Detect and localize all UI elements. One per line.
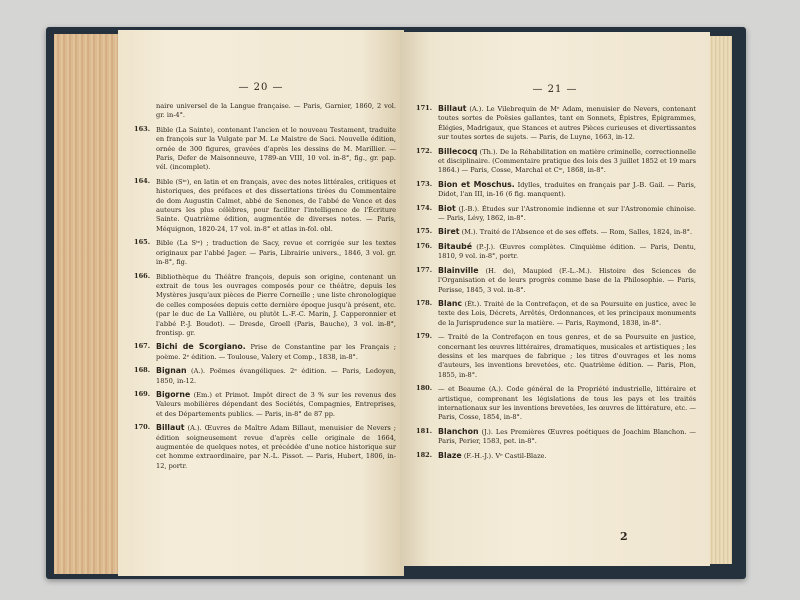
- continuation-text: naire universel de la Langue française. — Paris, Garnier, 1860, 2 vol. gr. in-4°.: [156, 102, 396, 120]
- catalog-entry: [134, 390, 396, 419]
- entry-text: Bibliothèque du Théâtre françois, depuis son origine, contenant un extrait de tous les ouvrages composés pour ce théâtre, depuis les Mystères jusqu'aux pièces de Pierre Corneille ; une liste chronologique de celles composées depuis cette dernière époque jusqu'à présent, etc. (par le duc de La Vallière, ou plutôt L.-F.-C. Marin, J. Capperonnier et l'abbé P.-J. Boudot). — Dresde, Groell (Paris, Bauche), 3 vol. in-8°, frontisp. gr.: [156, 272, 396, 337]
- entry-number: 180.: [416, 384, 433, 393]
- entry-list: [416, 104, 696, 465]
- entry-number: 181.: [416, 426, 433, 435]
- entry-text: (Em.) et Primot. Impôt direct de 3 % sur les revenus des Valeurs mobilières dépendant des Sociétés, Compagnies, Entreprises, et des Départements publics. — Paris, in-8° de 87 pp.: [156, 390, 396, 418]
- entry-name: Bichi de Scorgiano.: [156, 342, 246, 352]
- entry-number: 178.: [416, 298, 433, 307]
- catalog-entry: [134, 423, 396, 471]
- catalog-entry: [416, 180, 696, 200]
- entry-list: [134, 102, 396, 475]
- left-page: [118, 30, 404, 576]
- entry-number: 166.: [134, 271, 151, 280]
- catalog-entry: [416, 299, 696, 328]
- entry-number: 176.: [416, 241, 433, 250]
- entry-text: (J.-B.). Études sur l'Astronomie indienne et sur l'Astronomie chinoise. — Paris, Lévy, 1862, in-8°.: [438, 204, 696, 223]
- catalog-entry: [134, 342, 396, 362]
- entry-name: Blainville: [438, 265, 479, 275]
- entry-text: (J.). Les Premières Œuvres poétiques de Joachim Blanchon. — Paris, Perier, 1583, pet. in-8°.: [438, 427, 696, 446]
- entry-name: Bitaubé: [438, 241, 473, 251]
- entry-number: 174.: [416, 203, 433, 212]
- entry-text: (P.-J.). Œuvres complètes. Cinquième édition. — Paris, Dentu, 1810, 9 vol. in-8°, portr.: [438, 242, 696, 261]
- entry-text: (F.-H.-J.). Vᵉ Castil-Blaze.: [463, 451, 547, 460]
- entry-number: 168.: [134, 366, 151, 375]
- entry-number: 171.: [416, 104, 433, 112]
- entry-text: Bible (La Sᵗᵉ) ; traduction de Sacy, revue et corrigée sur les textes originaux par l'abbé Jager. — Paris, Librairie univers., 1846, 3 vol. gr. in-8°, fig.: [156, 239, 396, 267]
- entry-text: Bible (La Sainte), contenant l'ancien et le nouveau Testament, traduite en françois sur la Vulgate par M. Le Maistre de Saci. Nouvelle édition, ornée de 300 figures, gravées d'après les dessins de M. Marillier. — Paris, Defer de Maisonneuve, 1789-an VIII, 10 vol. in-8°, fig., gr. pap. vél. (incomplet).: [156, 125, 396, 172]
- entry-number: 182.: [416, 450, 433, 459]
- entry-name: Blanchon: [438, 426, 479, 436]
- catalog-entry: [416, 242, 696, 262]
- entry-number: 167.: [134, 342, 151, 351]
- entry-name: Biot: [438, 203, 456, 213]
- entry-number: 163.: [134, 124, 151, 133]
- entry-text: (M.). Traité de l'Absence et de ses effets. — Rom, Salles, 1824, in-8°.: [461, 228, 693, 237]
- entry-number: 172.: [416, 146, 433, 155]
- entry-name: Bion et Moschus.: [438, 179, 515, 189]
- catalog-entry: [134, 366, 396, 386]
- left-page-edges: [54, 34, 122, 574]
- catalog-entry: [134, 272, 396, 339]
- right-page: [400, 32, 710, 566]
- entry-name: Billaut: [156, 423, 185, 433]
- entry-number: 179.: [416, 332, 433, 341]
- entry-text: — et Beaume (A.). Code général de la Propriété industrielle, littéraire et artistique, comprenant les législations de tous les pays et les traités internationaux sur les inventions brevetées, les œuvres de littérature, etc. — Paris, Cosse, 1854, in-8°.: [438, 385, 696, 422]
- entry-text: (A.). Œuvres de Maître Adam Billaut, menuisier de Nevers ; édition soigneusement revue d'après celle originale de 1664, augmentée de quelques notes, et précédée d'une notice historique sur cet homme extraordinaire, par N.-L. Pissot. — Paris, Hubert, 1806, in-12, portr.: [156, 424, 396, 470]
- page-number: — 21 —: [532, 84, 578, 95]
- catalog-entry: [416, 104, 696, 143]
- entry-number: 169.: [134, 389, 151, 398]
- entry-text: — Traité de la Contrefaçon en tous genres, et de sa Poursuite en justice, concernant les œuvres littéraires, dramatiques, musicales et artistiques ; les dessins et les marques de fabrique ; les titres d'ouvrages et les noms d'auteurs, les inventions brevetées, etc. Quatrième édition. — Paris, Plon, 1855, in-8°.: [438, 333, 696, 379]
- catalog-entry: [416, 451, 696, 461]
- signature-mark: 2: [620, 530, 628, 543]
- catalog-entry: [416, 384, 696, 423]
- catalog-entry: [134, 125, 396, 173]
- catalog-entry: [416, 266, 696, 295]
- entry-text: (A.). Le Vilebrequin de Mᵉ Adam, menuisier de Nevers, contenant toutes sortes de Poësies gallantes, tant en Sonnets, Épistres, Épigrammes, Élégies, Madrigaux, que Stances et autres Pièces curieuses et divertissantes sur toutes sortes de sujets. — Paris, de Luyne, 1663, in-12.: [438, 105, 696, 142]
- catalog-entry: [134, 238, 396, 267]
- entry-number: 177.: [416, 265, 433, 274]
- catalog-entry: [416, 427, 696, 447]
- entry-number: 170.: [134, 423, 151, 432]
- entry-text: (A.). Poëmes évangéliques. 2ᵉ édition. — Paris, Ledoyen, 1850, in-12.: [156, 367, 396, 385]
- entry-text: (H. de), Maupied (F.-L.-M.). Histoire des Sciences de l'Organisation et de leurs progrès comme base de la Philosophie. — Paris, Perisse, 1845, 3 vol. in-8°.: [438, 266, 696, 294]
- entry-text: (Ét.). Traité de la Contrefaçon, et de sa Poursuite en justice, avec le texte des Lois, Décrets, Arrêtés, Ordonnances, et les principaux monuments de la Jurisprudence sur la matière. — Paris, Raymond, 1838, in-8°.: [438, 299, 696, 327]
- entry-name: Bignan: [156, 366, 187, 376]
- entry-name: Bigorne: [156, 389, 191, 399]
- entry-number: 164.: [134, 176, 151, 185]
- entry-text: (Th.). De la Réhabilitation en matière criminelle, correctionnelle et disciplinaire. (Commentaire pratique des lois des 3 juillet 1852 et 19 mars 1864.) — Paris, Cosse, Marchal et Cⁱᵉ, 1868, in-8°.: [438, 147, 696, 175]
- catalog-entry: [134, 177, 396, 234]
- entry-text: Bible (Sᵗᵉ), en latin et en français, avec des notes littérales, critiques et historiques, des préfaces et des dissertations tirées du Commentaire de dom Augustin Calmet, abbé de Senones, de l'abbé de Vence et des auteurs les plus célèbres, pour faciliter l'intelligence de l'Écriture Sainte. Quatrième édition, augmentée de diverses notes. — Paris, Méquignon, 1820-24, 17 vol. in-8° et atlas in-fol. obl.: [156, 177, 396, 233]
- entry-number: 173.: [416, 179, 433, 188]
- catalog-entry: [416, 332, 696, 380]
- entry-name: Blanc: [438, 298, 463, 308]
- entry-name: Blaze: [438, 450, 462, 460]
- catalog-entry: [416, 204, 696, 224]
- entry-name: Billecocq: [438, 146, 478, 156]
- entry-text: Prise de Constantine par les Français ; poème. 2ᵉ édition. — Toulouse, Valery et Comp., 1838, in-8°.: [156, 343, 396, 361]
- entry-number: 165.: [134, 238, 151, 247]
- page-number: — 20 —: [238, 82, 284, 93]
- entry-text: Idylles, traduites en français par J.-B. Gail. — Paris, Didot, l'an III, in-16 (6 fig. manquent).: [438, 180, 696, 199]
- entry-name: Billaut: [438, 104, 467, 113]
- right-page-edges: [708, 36, 732, 564]
- catalog-entry: [416, 147, 696, 176]
- catalog-entry: [416, 227, 696, 237]
- entry-name: Biret: [438, 227, 460, 237]
- entry-number: 175.: [416, 227, 433, 236]
